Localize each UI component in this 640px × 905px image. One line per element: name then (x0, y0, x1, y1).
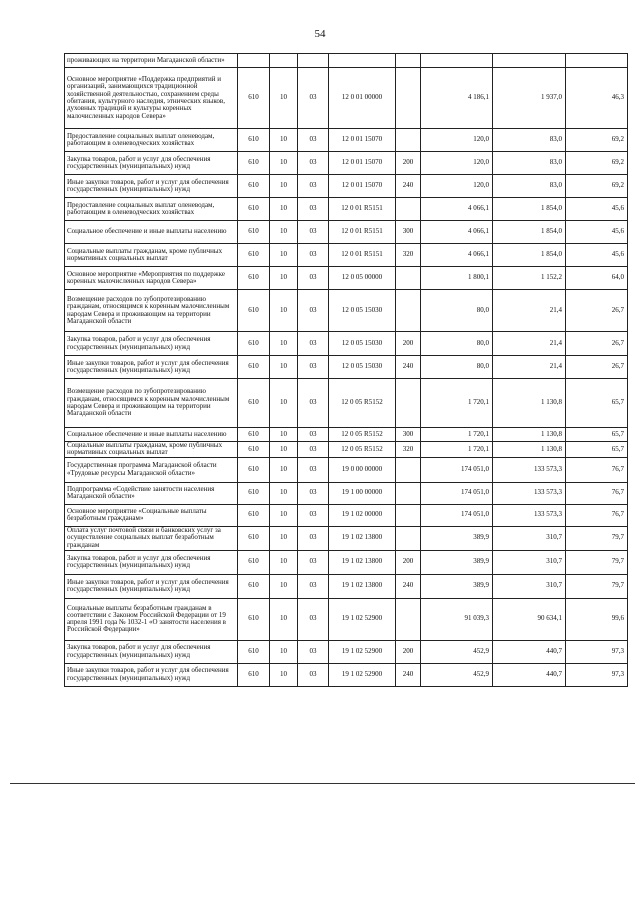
ministry-code: 610 (238, 290, 270, 332)
table-row (65, 332, 628, 356)
ministry-code: 610 (238, 457, 270, 482)
expense-type-code: 240 (396, 175, 421, 198)
execution-percent: 65,7 (566, 442, 628, 458)
table-row (65, 526, 628, 550)
target-article-code: 12 0 05 00000 (329, 267, 396, 290)
table-row (65, 221, 628, 244)
row-name: Закупка товаров, работ и услуг для обеспечения государственных (муниципальных) нужд (65, 640, 238, 663)
table-row (65, 428, 628, 442)
expense-type-code: 320 (396, 442, 421, 458)
execution-percent: 26,7 (566, 356, 628, 379)
row-name: Основное мероприятие «Социальные выплаты безработным гражданам» (65, 504, 238, 526)
actual-amount: 1 130,8 (493, 442, 566, 458)
planned-amount: 174 051,0 (421, 457, 493, 482)
subsection-code: 03 (298, 442, 329, 458)
ministry-code: 610 (238, 244, 270, 267)
section-code: 10 (270, 152, 298, 175)
section-code: 10 (270, 175, 298, 198)
section-code: 10 (270, 332, 298, 356)
table-row (65, 598, 628, 640)
planned-amount: 452,9 (421, 663, 493, 686)
subsection-code: 03 (298, 550, 329, 574)
ministry-code: 610 (238, 526, 270, 550)
subsection-code: 03 (298, 221, 329, 244)
execution-percent: 65,7 (566, 379, 628, 428)
table-row (65, 175, 628, 198)
subsection-code: 03 (298, 175, 329, 198)
target-article-code: 19 1 02 13800 (329, 526, 396, 550)
row-name: Предоставление социальных выплат оленеводам, работающим в оленеводческих хозяйствах (65, 129, 238, 152)
subsection-code: 03 (298, 356, 329, 379)
row-name: Закупка товаров, работ и услуг для обеспечения государственных (муниципальных) нужд (65, 550, 238, 574)
subsection-code: 03 (298, 332, 329, 356)
table-row (65, 129, 628, 152)
expense-type-code (396, 504, 421, 526)
ministry-code: 610 (238, 428, 270, 442)
row-name: Основное мероприятие «Мероприятия по поддержке коренных малочисленных народов Севера» (65, 267, 238, 290)
expense-type-code (396, 68, 421, 129)
subsection-code: 03 (298, 379, 329, 428)
ministry-code: 610 (238, 267, 270, 290)
subsection-code: 03 (298, 129, 329, 152)
expense-type-code (396, 267, 421, 290)
subsection-code (298, 54, 329, 68)
table-row (65, 290, 628, 332)
row-name: Подпрограмма «Содействие занятости населения Магаданской области» (65, 482, 238, 504)
row-name: Социальные выплаты гражданам, кроме публичных нормативных социальных выплат (65, 244, 238, 267)
table-row (65, 379, 628, 428)
execution-percent: 46,3 (566, 68, 628, 129)
execution-percent: 97,3 (566, 640, 628, 663)
section-code: 10 (270, 221, 298, 244)
planned-amount: 389,9 (421, 574, 493, 598)
expense-type-code: 200 (396, 640, 421, 663)
subsection-code: 03 (298, 244, 329, 267)
row-name: Закупка товаров, работ и услуг для обеспечения государственных (муниципальных) нужд (65, 332, 238, 356)
section-code (270, 54, 298, 68)
actual-amount: 133 573,3 (493, 457, 566, 482)
section-code: 10 (270, 457, 298, 482)
section-code: 10 (270, 550, 298, 574)
section-code: 10 (270, 290, 298, 332)
execution-percent: 69,2 (566, 175, 628, 198)
subsection-code: 03 (298, 504, 329, 526)
ministry-code: 610 (238, 198, 270, 221)
actual-amount: 1 937,0 (493, 68, 566, 129)
planned-amount: 1 720,1 (421, 442, 493, 458)
section-code: 10 (270, 640, 298, 663)
table-row (65, 152, 628, 175)
ministry-code: 610 (238, 598, 270, 640)
target-article-code: 19 0 00 00000 (329, 457, 396, 482)
section-code: 10 (270, 198, 298, 221)
subsection-code: 03 (298, 598, 329, 640)
table-row (65, 356, 628, 379)
execution-percent: 45,6 (566, 221, 628, 244)
expense-type-code (396, 290, 421, 332)
planned-amount: 80,0 (421, 290, 493, 332)
table-row (65, 198, 628, 221)
expense-type-code: 200 (396, 332, 421, 356)
planned-amount: 120,0 (421, 152, 493, 175)
table-row (65, 244, 628, 267)
target-article-code: 12 0 01 R5151 (329, 221, 396, 244)
table-row (65, 640, 628, 663)
ministry-code (238, 54, 270, 68)
execution-percent: 76,7 (566, 504, 628, 526)
ministry-code: 610 (238, 504, 270, 526)
planned-amount: 80,0 (421, 332, 493, 356)
table-body (65, 54, 628, 687)
row-name: Социальное обеспечение и иные выплаты населению (65, 428, 238, 442)
execution-percent: 79,7 (566, 526, 628, 550)
section-code: 10 (270, 428, 298, 442)
ministry-code: 610 (238, 663, 270, 686)
planned-amount: 1 720,1 (421, 379, 493, 428)
target-article-code: 12 0 01 00000 (329, 68, 396, 129)
planned-amount: 120,0 (421, 175, 493, 198)
ministry-code: 610 (238, 442, 270, 458)
execution-percent: 79,7 (566, 550, 628, 574)
planned-amount: 4 066,1 (421, 198, 493, 221)
expense-type-code: 240 (396, 356, 421, 379)
table-row (65, 504, 628, 526)
row-name: Закупка товаров, работ и услуг для обеспечения государственных (муниципальных) нужд (65, 152, 238, 175)
target-article-code: 12 0 01 15070 (329, 129, 396, 152)
section-code: 10 (270, 574, 298, 598)
ministry-code: 610 (238, 152, 270, 175)
ministry-code: 610 (238, 640, 270, 663)
actual-amount: 1 152,2 (493, 267, 566, 290)
actual-amount: 83,0 (493, 175, 566, 198)
ministry-code: 610 (238, 129, 270, 152)
ministry-code: 610 (238, 332, 270, 356)
section-code: 10 (270, 129, 298, 152)
planned-amount: 174 051,0 (421, 504, 493, 526)
expense-type-code: 200 (396, 152, 421, 175)
expense-type-code (396, 482, 421, 504)
planned-amount: 80,0 (421, 356, 493, 379)
actual-amount: 83,0 (493, 152, 566, 175)
actual-amount (493, 54, 566, 68)
row-name: Иные закупки товаров, работ и услуг для обеспечения государственных (муниципальных) нужд (65, 356, 238, 379)
target-article-code: 12 0 01 15070 (329, 175, 396, 198)
section-code: 10 (270, 504, 298, 526)
planned-amount: 4 186,1 (421, 68, 493, 129)
execution-percent: 64,0 (566, 267, 628, 290)
section-code: 10 (270, 442, 298, 458)
actual-amount: 440,7 (493, 663, 566, 686)
section-code: 10 (270, 267, 298, 290)
table-row (65, 482, 628, 504)
actual-amount: 310,7 (493, 574, 566, 598)
subsection-code: 03 (298, 290, 329, 332)
section-code: 10 (270, 379, 298, 428)
subsection-code: 03 (298, 428, 329, 442)
actual-amount: 21,4 (493, 332, 566, 356)
target-article-code: 12 0 05 15030 (329, 356, 396, 379)
row-name: Основное мероприятие «Поддержка предприятий и организаций, занимающихся традиционной хозяйственной деятельностью, сохранением среды обитания, культурного наследия, этнических языков, духовных традиций и культуры коренных малочисленных народов Севера» (65, 68, 238, 129)
subsection-code: 03 (298, 68, 329, 129)
expense-type-code: 320 (396, 244, 421, 267)
actual-amount: 310,7 (493, 526, 566, 550)
row-name: Иные закупки товаров, работ и услуг для обеспечения государственных (муниципальных) нужд (65, 175, 238, 198)
row-name: Социальные выплаты гражданам, кроме публичных нормативных социальных выплат (65, 442, 238, 458)
subsection-code: 03 (298, 152, 329, 175)
subsection-code: 03 (298, 663, 329, 686)
actual-amount: 1 854,0 (493, 221, 566, 244)
ministry-code: 610 (238, 550, 270, 574)
target-article-code: 19 1 02 52900 (329, 640, 396, 663)
row-name: Социальные выплаты безработным гражданам в соответствии с Законом Российской Федерации от 19 апреля 1991 года № 1032-1 «О занятости населения в Российской Федерации» (65, 598, 238, 640)
row-name: Предоставление социальных выплат оленеводам, работающим в оленеводческих хозяйствах (65, 198, 238, 221)
planned-amount (421, 54, 493, 68)
section-code: 10 (270, 244, 298, 267)
target-article-code: 19 1 02 13800 (329, 574, 396, 598)
execution-percent (566, 54, 628, 68)
actual-amount: 1 130,8 (493, 428, 566, 442)
execution-percent: 76,7 (566, 482, 628, 504)
ministry-code: 610 (238, 356, 270, 379)
expense-type-code (396, 129, 421, 152)
target-article-code: 12 0 01 R5151 (329, 198, 396, 221)
execution-percent: 45,6 (566, 198, 628, 221)
actual-amount: 1 854,0 (493, 198, 566, 221)
planned-amount: 1 720,1 (421, 428, 493, 442)
table-row (65, 54, 628, 68)
target-article-code: 19 1 02 00000 (329, 504, 396, 526)
target-article-code: 19 1 02 52900 (329, 663, 396, 686)
ministry-code: 610 (238, 574, 270, 598)
ministry-code: 610 (238, 68, 270, 129)
planned-amount: 389,9 (421, 550, 493, 574)
execution-percent: 69,2 (566, 152, 628, 175)
actual-amount: 133 573,3 (493, 504, 566, 526)
actual-amount: 83,0 (493, 129, 566, 152)
budget-table (64, 53, 628, 687)
table-row (65, 442, 628, 458)
execution-percent: 65,7 (566, 428, 628, 442)
section-code: 10 (270, 598, 298, 640)
table-row (65, 663, 628, 686)
actual-amount: 133 573,3 (493, 482, 566, 504)
subsection-code: 03 (298, 574, 329, 598)
execution-percent: 45,6 (566, 244, 628, 267)
execution-percent: 76,7 (566, 457, 628, 482)
table-row (65, 457, 628, 482)
expense-type-code: 300 (396, 221, 421, 244)
actual-amount: 21,4 (493, 356, 566, 379)
table-row (65, 68, 628, 129)
section-code: 10 (270, 68, 298, 129)
expense-type-code: 240 (396, 663, 421, 686)
expense-type-code (396, 598, 421, 640)
section-code: 10 (270, 356, 298, 379)
row-name: Иные закупки товаров, работ и услуг для обеспечения государственных (муниципальных) нужд (65, 663, 238, 686)
target-article-code: 12 0 05 R5152 (329, 428, 396, 442)
planned-amount: 4 066,1 (421, 221, 493, 244)
target-article-code: 19 1 00 00000 (329, 482, 396, 504)
target-article-code: 12 0 05 R5152 (329, 379, 396, 428)
actual-amount: 90 634,1 (493, 598, 566, 640)
target-article-code (329, 54, 396, 68)
row-name: проживающих на территории Магаданской области» (65, 54, 238, 68)
ministry-code: 610 (238, 221, 270, 244)
section-code: 10 (270, 663, 298, 686)
actual-amount: 440,7 (493, 640, 566, 663)
planned-amount: 91 039,3 (421, 598, 493, 640)
target-article-code: 12 0 05 R5152 (329, 442, 396, 458)
planned-amount: 4 066,1 (421, 244, 493, 267)
expense-type-code (396, 457, 421, 482)
target-article-code: 12 0 05 15030 (329, 332, 396, 356)
actual-amount: 1 854,0 (493, 244, 566, 267)
row-name: Иные закупки товаров, работ и услуг для обеспечения государственных (муниципальных) нужд (65, 574, 238, 598)
actual-amount: 310,7 (493, 550, 566, 574)
section-code: 10 (270, 526, 298, 550)
planned-amount: 174 051,0 (421, 482, 493, 504)
subsection-code: 03 (298, 267, 329, 290)
expense-type-code (396, 198, 421, 221)
execution-percent: 26,7 (566, 332, 628, 356)
execution-percent: 69,2 (566, 129, 628, 152)
actual-amount: 1 130,8 (493, 379, 566, 428)
planned-amount: 389,9 (421, 526, 493, 550)
target-article-code: 12 0 05 15030 (329, 290, 396, 332)
subsection-code: 03 (298, 526, 329, 550)
execution-percent: 26,7 (566, 290, 628, 332)
target-article-code: 19 1 02 52900 (329, 598, 396, 640)
table-row (65, 267, 628, 290)
execution-percent: 79,7 (566, 574, 628, 598)
ministry-code: 610 (238, 175, 270, 198)
actual-amount: 21,4 (493, 290, 566, 332)
subsection-code: 03 (298, 482, 329, 504)
execution-percent: 97,3 (566, 663, 628, 686)
table-row (65, 574, 628, 598)
expense-type-code: 240 (396, 574, 421, 598)
page-number: 54 (314, 28, 326, 40)
expense-type-code: 300 (396, 428, 421, 442)
row-name: Социальное обеспечение и иные выплаты населению (65, 221, 238, 244)
row-name: Государственная программа Магаданской области «Трудовые ресурсы Магаданской области» (65, 457, 238, 482)
subsection-code: 03 (298, 640, 329, 663)
row-name: Оплата услуг почтовой связи и банковских услуг за осуществление социальных выплат безработным гражданам (65, 526, 238, 550)
planned-amount: 120,0 (421, 129, 493, 152)
subsection-code: 03 (298, 198, 329, 221)
expense-type-code (396, 526, 421, 550)
expense-type-code (396, 379, 421, 428)
planned-amount: 452,9 (421, 640, 493, 663)
subsection-code: 03 (298, 457, 329, 482)
row-name: Возмещение расходов по зубопротезированию гражданам, относящимся к коренным малочисленным народам Севера и проживающим на территории Магаданской области (65, 290, 238, 332)
row-name: Возмещение расходов по зубопротезированию гражданам, относящимся к коренным малочисленным народам Севера и проживающим на территории Магаданской области (65, 379, 238, 428)
ministry-code: 610 (238, 482, 270, 504)
execution-percent: 99,6 (566, 598, 628, 640)
expense-type-code: 200 (396, 550, 421, 574)
table-row (65, 550, 628, 574)
page-divider (10, 783, 635, 784)
target-article-code: 12 0 01 R5151 (329, 244, 396, 267)
section-code: 10 (270, 482, 298, 504)
target-article-code: 19 1 02 13800 (329, 550, 396, 574)
planned-amount: 1 800,1 (421, 267, 493, 290)
ministry-code: 610 (238, 379, 270, 428)
target-article-code: 12 0 01 15070 (329, 152, 396, 175)
expense-type-code (396, 54, 421, 68)
